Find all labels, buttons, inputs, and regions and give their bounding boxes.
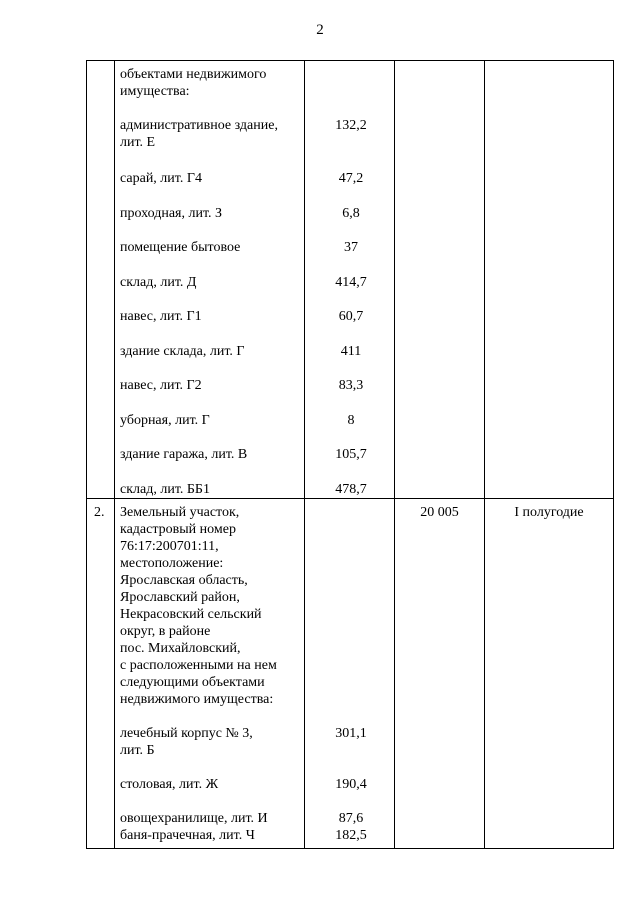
item-name: баня-прачечная, лит. Ч <box>120 827 255 843</box>
item-value: 83,3 <box>338 378 364 393</box>
intro-line: объектами недвижимого <box>120 67 267 82</box>
item-value: 132,2 <box>335 118 367 133</box>
item-value: 47,2 <box>338 171 364 186</box>
item-name: столовая, лит. Ж <box>120 776 219 792</box>
item-value: 37 <box>344 240 358 255</box>
intro-line: имущества: <box>120 84 190 99</box>
term-cell <box>485 61 614 499</box>
item-name: склад, лит. ББ1 <box>120 481 210 497</box>
list-item <box>120 377 302 412</box>
item-name: уборная, лит. Г <box>120 412 210 428</box>
item-name: сарай, лит. Г4 <box>120 171 202 186</box>
item-name: административное здание, <box>120 118 278 133</box>
item-value: 87,6 <box>338 810 364 826</box>
item-name: склад, лит. Д <box>120 274 197 290</box>
list-item <box>120 205 302 240</box>
item-name: лит. Б <box>120 742 155 758</box>
item-name: навес, лит. Г2 <box>120 378 202 393</box>
list-item <box>120 827 302 844</box>
item-name: лечебный корпус № 3, <box>120 725 253 741</box>
intro-line: округ, в районе <box>120 623 211 639</box>
list-item <box>120 274 302 309</box>
item-name: здание гаража, лит. В <box>120 447 248 462</box>
term-cell: I полугодие <box>485 498 614 848</box>
list-item <box>120 446 302 481</box>
list-item <box>120 308 302 343</box>
table-row <box>87 61 614 499</box>
item-value: 478,7 <box>335 481 367 497</box>
table-row <box>87 498 614 848</box>
area-cell: 20 005 <box>395 498 485 848</box>
row-number-cell <box>87 61 115 499</box>
item-value: 60,7 <box>338 309 364 324</box>
area-cell <box>395 61 485 499</box>
item-value: 411 <box>340 343 362 359</box>
list-item <box>120 725 302 776</box>
list-item <box>120 481 302 498</box>
list-item <box>120 810 302 827</box>
intro-line: пос. Михайловский, <box>120 640 241 656</box>
item-name: навес, лит. Г1 <box>120 309 202 324</box>
item-name: овощехранилище, лит. И <box>120 810 268 826</box>
item-value: 182,5 <box>335 827 367 843</box>
list-item <box>120 170 302 205</box>
intro-line: Ярославская область, <box>120 572 248 588</box>
intro-line: 76:17:200701:11, <box>120 538 219 554</box>
item-name: лит. Е <box>120 135 156 150</box>
item-value: 8 <box>347 412 355 428</box>
description-cell <box>115 61 305 499</box>
intro-line: Ярославский район, <box>120 589 240 605</box>
list-item <box>120 776 302 810</box>
item-name: здание склада, лит. Г <box>120 343 245 359</box>
intro-line: недвижимого имущества: <box>120 691 274 707</box>
intro-line: местоположение: <box>120 555 224 571</box>
value-cell <box>305 498 395 848</box>
property-table <box>86 60 614 849</box>
item-value: 105,7 <box>335 447 367 462</box>
row-number-cell: 2. <box>87 498 115 848</box>
list-item <box>120 117 302 170</box>
item-value: 414,7 <box>335 274 367 290</box>
intro-line: кадастровый номер <box>120 521 236 537</box>
item-value: 6,8 <box>342 205 360 221</box>
intro-line: Некрасовский сельский <box>120 606 262 622</box>
list-item <box>120 239 302 274</box>
item-name: помещение бытовое <box>120 240 241 255</box>
item-name: проходная, лит. З <box>120 205 223 221</box>
list-item <box>120 412 302 447</box>
list-item <box>120 343 302 378</box>
intro-line: с расположенными на нем <box>120 657 277 673</box>
intro-line: Земельный участок, <box>120 504 240 520</box>
page-number: 2 <box>316 22 324 38</box>
description-cell <box>115 498 305 848</box>
item-value: 190,4 <box>335 776 367 792</box>
intro-line: следующими объектами <box>120 674 265 690</box>
value-cell <box>305 61 395 499</box>
item-value: 301,1 <box>335 725 367 741</box>
